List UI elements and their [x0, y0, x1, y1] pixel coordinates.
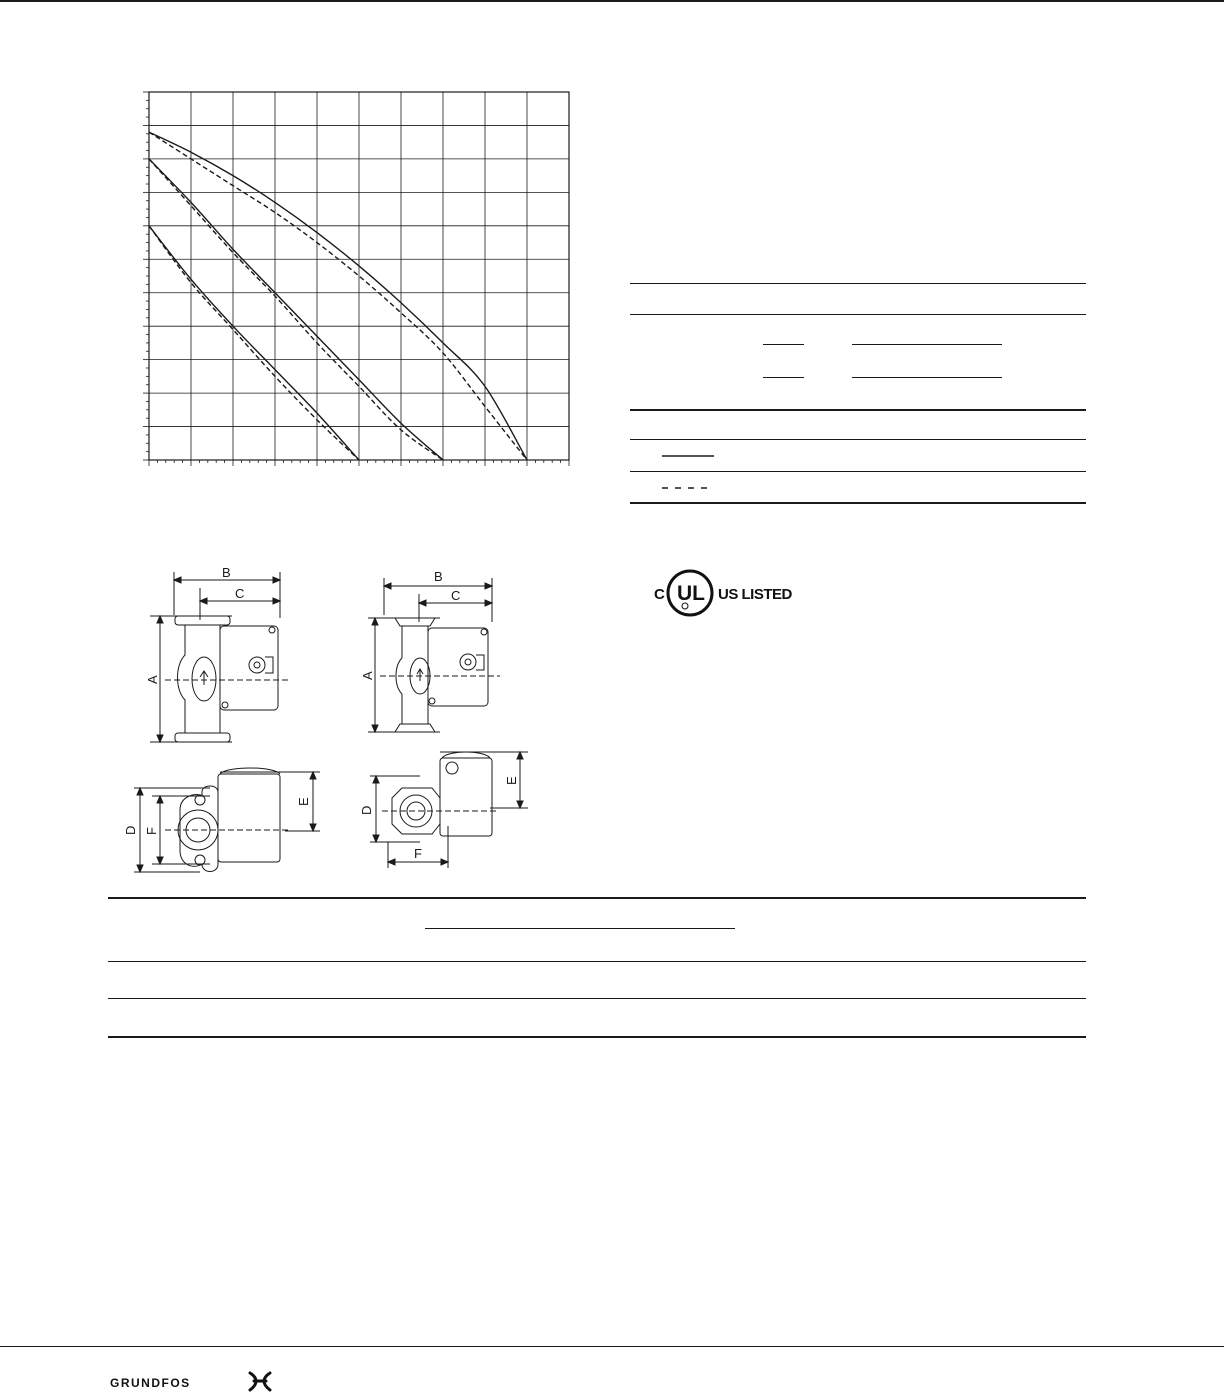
dimensions-table-group-rule	[425, 928, 735, 929]
grundfos-logo-icon	[108, 1370, 278, 1394]
legend-swatches	[660, 448, 720, 493]
dimensions-table-bottom-rule	[108, 1036, 1086, 1038]
dimensions-table-row-rule	[108, 998, 1086, 999]
ul-letters: UL	[677, 582, 705, 605]
performance-chart	[130, 80, 580, 475]
pump-front-view-union	[368, 578, 500, 732]
dim-label-e: E	[296, 797, 311, 806]
dim-label-a: A	[145, 675, 160, 684]
dim-label-d: D	[123, 825, 138, 835]
legend-table-col-rule	[852, 377, 1002, 378]
dim-label-a: A	[360, 671, 375, 680]
dim-label-b: B	[434, 569, 443, 584]
dimensions-table-top-rule	[108, 897, 1086, 899]
chart-grid	[149, 92, 569, 460]
ul-c-letter: C	[654, 586, 665, 603]
legend-table-col-rule	[763, 344, 804, 345]
ul-us-listed-text: US LISTED	[718, 586, 792, 603]
brand-name: GRUNDFOS	[110, 1376, 191, 1390]
chart-ticks	[143, 92, 569, 466]
dim-label-e: E	[504, 776, 519, 785]
pump-curve-solid-3	[149, 159, 443, 460]
pump-front-view-flanged	[150, 572, 290, 742]
dim-label-c: C	[235, 586, 245, 601]
dimensions-table-header-rule	[108, 961, 1086, 962]
dim-label-f: F	[414, 846, 422, 861]
dim-label-f: F	[144, 827, 159, 835]
header-rule	[0, 0, 1224, 2]
legend-table-top-rule	[630, 283, 1086, 284]
legend-table-col-rule	[763, 377, 804, 378]
pump-side-view-union	[370, 752, 528, 868]
dim-label-d: D	[359, 805, 374, 815]
ul-listed-mark-icon	[648, 560, 808, 620]
legend-table-row-rule	[630, 439, 1086, 440]
legend-table-mid-rule	[630, 409, 1086, 411]
pump-curve-solid-1	[149, 226, 359, 460]
chart-curves	[149, 132, 527, 460]
footer-rule	[0, 1346, 1224, 1347]
dim-label-b: B	[222, 565, 231, 580]
pump-side-view-flanged	[134, 768, 320, 872]
dim-label-c: C	[451, 588, 461, 603]
pump-union-side-labels	[359, 776, 519, 861]
pump-side-view-labels	[123, 797, 311, 835]
legend-table-bottom-rule	[630, 502, 1086, 504]
legend-table-col-rule	[852, 344, 1002, 345]
dimensional-drawings	[120, 560, 540, 880]
legend-table-header-rule	[630, 314, 1086, 315]
